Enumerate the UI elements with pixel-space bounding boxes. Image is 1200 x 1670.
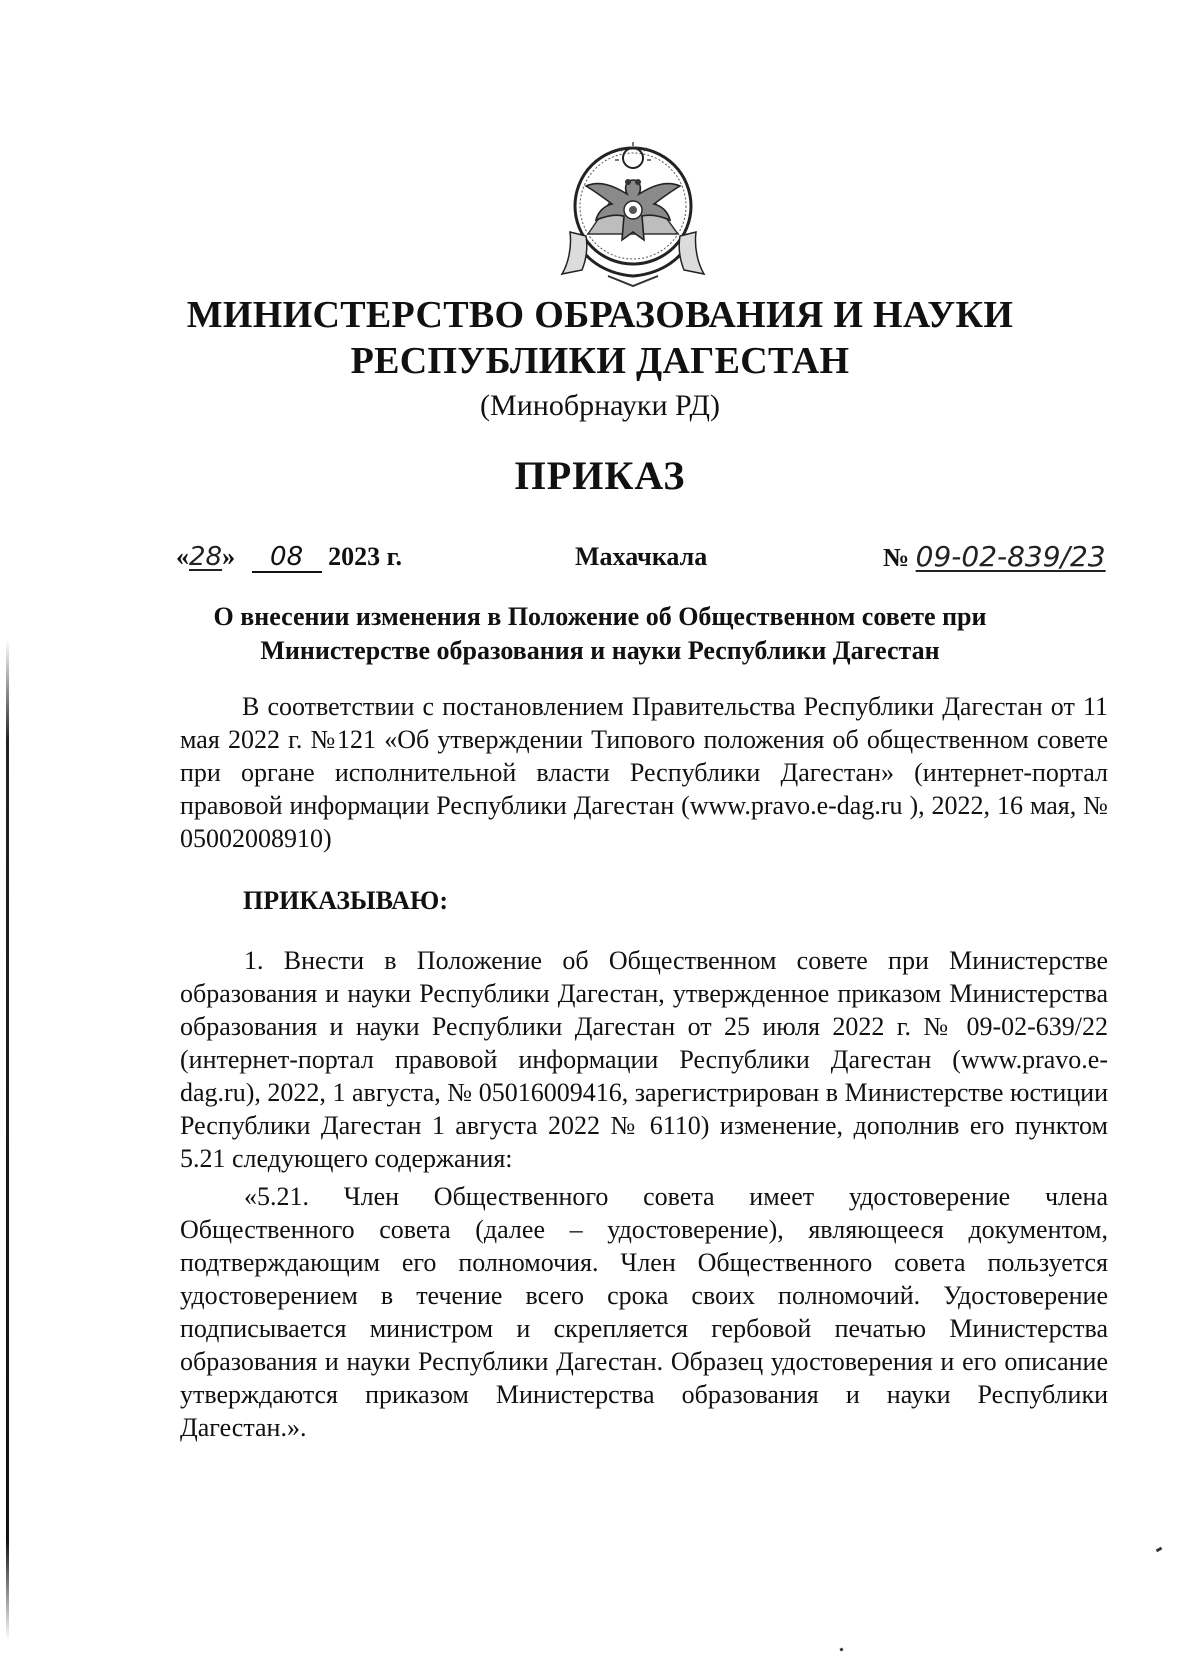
date-day-handwritten: 28 bbox=[189, 542, 223, 572]
order-number-prefix: № bbox=[883, 543, 910, 572]
scan-speck bbox=[839, 1647, 843, 1651]
order-directive-word: ПРИКАЗЫВАЮ: bbox=[243, 886, 448, 915]
dagestan-coat-of-arms-icon bbox=[548, 124, 718, 294]
scan-speck bbox=[1156, 1547, 1163, 1553]
subject-line2: Министерстве образования и науки Республики Дагестан bbox=[260, 636, 940, 665]
order-item-1-quote: «5.21. Член Общественного совета имеет удостоверение члена Общественного совета (далее – удостоверение), являющееся документом, подтверждающим его полномочия. Член Общественного совета пользуется удостоверением в течение всего срока своих полномочий. Удостоверение подписывается министром и скрепляется гербовой печатью Министерства образования и науки Республики Дагестан. Образец удостоверения и его описание утверждаются приказом Министерства образования и науки Республики Дагестан.». bbox=[180, 1182, 1108, 1442]
date-open-quote: « bbox=[176, 542, 189, 571]
order-number-handwritten: 09-02-839/23 bbox=[915, 540, 1106, 573]
org-short-name: (Минобрнауки РД) bbox=[480, 389, 720, 422]
order-subject bbox=[0, 600, 1200, 668]
org-name-line1: МИНИСТЕРСТВО ОБРАЗОВАНИЯ И НАУКИ bbox=[186, 294, 1014, 336]
subject-line1: О внесении изменения в Положение об Общественном совете при bbox=[213, 602, 987, 631]
document-type-title: ПРИКАЗ bbox=[514, 453, 686, 498]
organization-header bbox=[0, 292, 1200, 426]
org-name-line2: РЕСПУБЛИКИ ДАГЕСТАН bbox=[350, 340, 850, 382]
date-close-quote: » bbox=[222, 542, 236, 571]
order-city: Махачкала bbox=[575, 542, 708, 571]
order-date bbox=[176, 540, 402, 574]
date-year: 2023 г. bbox=[328, 542, 402, 571]
preamble-paragraph: В соответствии с постановлением Правительства Республики Дагестан от 11 мая 2022 г. №121 «Об утверждении Типового положения об общественном совете при органе исполнительной власти Республики Дагестан» (интернет-портал правовой информации Республики Дагестан (www.pravo.e-dag.ru ), 2022, 16 мая, № 05002008910) bbox=[180, 692, 1108, 853]
date-month-handwritten: 08 bbox=[252, 543, 322, 573]
scan-edge-shadow bbox=[6, 640, 9, 1640]
order-item-1: 1. Внести в Положение об Общественном совете при Министерстве образования и науки Республики Дагестан, утвержденное приказом Министерства образования и науки Республики Дагестан от 25 июля 2022 г. № 09-02-639/22 (интернет-портал правовой информации Республики Дагестан (www.pravo.e-dag.ru), 2022, 1 августа, № 05016009416, зарегистрирован в Министерстве юстиции Республики Дагестан 1 августа 2022 № 6110) изменение, дополнив его пунктом 5.21 следующего содержания: bbox=[180, 946, 1108, 1173]
order-number bbox=[883, 540, 1106, 575]
